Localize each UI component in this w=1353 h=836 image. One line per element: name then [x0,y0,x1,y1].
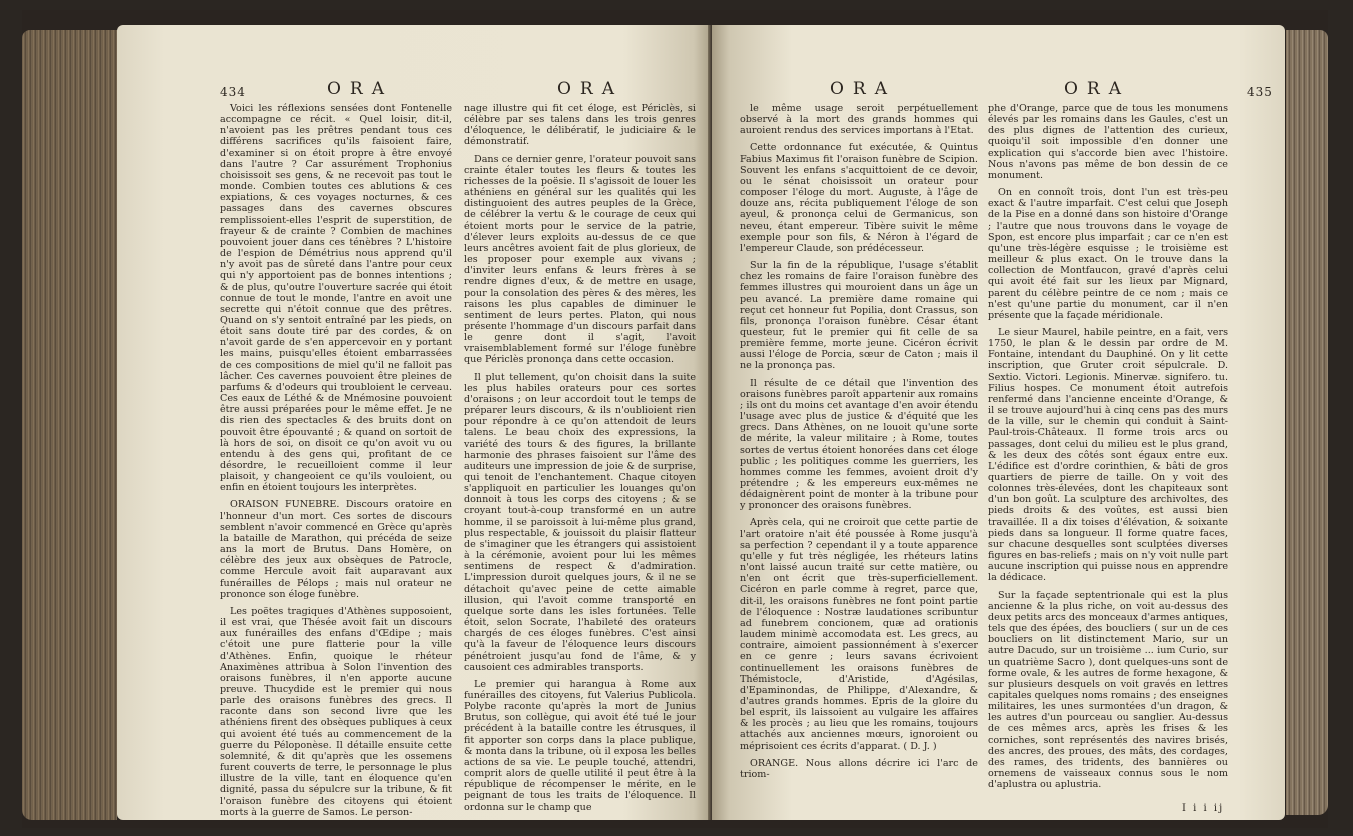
page-number-left: 434 [220,85,246,99]
book-spread [22,10,1328,828]
paragraph: nage illustre qui fit cet éloge, est Périclès, si célèbre par ses talens dans les trois genres d'éloquence, le délibératif, le judiciaire & le démonstratif. [464,103,696,148]
paragraph: Voici les réflexions sensées dont Fontenelle accompagne ce récit. « Quel loisir, dit-il, n'avoient pas les prêtres pendant tous ces différens sacrifices qu'ils faisoient faire, d'examiner si on étoit propre à être envoyé dans l'autre ? Car assurément Trophonius choisissoit ses gens, & ne recevoit pas tout le monde. Combien toutes ces ablutions & ces expiations, & ces voyages nocturnes, & ces passages dans des cavernes obscures remplissoient-elles l'esprit de superstition, de frayeur & de crainte ? Combien de machines pouvoient jouer dans ces ténèbres ? L'histoire de l'espion de Démétrius nous apprend qu'il n'y avoit pas de sûreté dans l'antre pour ceux qui n'y apportoient pas de bonnes intentions ; & de plus, qu'outre l'ouverture sacrée qui étoit connue de tout le monde, l'antre en avoit une secrette qui n'étoit connue que des prêtres. Quand on s'y sentoit entraîné par les pieds, on étoit sans doute tiré par des cordes, & on n'avoit garde de s'en appercevoir en y portant les mains, puisqu'elles étoient embarrassées de ces compositions de miel qu'il ne falloit pas lâcher. Ces cavernes pouvoient être pleines de parfums & d'odeurs qui troubloient le cerveau. Ces eaux de Léthé & de Mnémosine pouvoient être aussi préparées pour le même effet. Je ne dis rien des spectacles & des bruits dont on pouvoit être épouvanté ; & quand on sortoit de là hors de soi, on disoit ce qu'on avoit vu ou entendu à des gens qui, profitant de ce désordre, le recueilloient comme il leur plaisoit, y changeoient ce qu'ils vouloient, ou enfin en étoient toujours les interprètes. [220,103,452,494]
paragraph: Il plut tellement, qu'on choisit dans la suite les plus habiles orateurs pour ces sortes d'oraisons ; on leur accordoit tout le temps de préparer leurs discours, & ils n'oublioient rien pour répondre à ce qu'on attendoit de leurs talens. Le beau choix des expressions, la variété des tours & des figures, la brillante harmonie des phrases faisoient sur l'âme des auditeurs une impression de joie & de surprise, qui tenoit de l'enchantement. Chaque citoyen s'appliquoit en particulier les louanges qu'on donnoit à tous les corps des citoyens ; & se croyant tout-à-coup transformé en un autre homme, il se paroissoit à lui-même plus grand, plus respectable, & jouissoit du plaisir flatteur de s'imaginer que les étrangers qui assistoient à la cérémonie, avoient pour lui les mêmes sentimens de respect & d'admiration. L'impression duroit quelques jours, & il ne se détachoit qu'avec peine de cette aimable illusion, qui l'avoit comme transporté en quelque sorte dans les isles fortunées. Telle étoit, selon Socrate, l'habileté des orateurs chargés de ces éloges funèbres. C'est ainsi qu'à la faveur de l'éloquence leurs discours pénétroient jusqu'au fond de l'âme, & y causoient ces admirables transports. [464,371,696,673]
paragraph: phe d'Orange, parce que de tous les monumens élevés par les romains dans les Gaules, c'est un des plus dignes de l'attention des curieux, quoiqu'il soit impossible d'en donner une explication qui s'accorde bien avec l'histoire. Nous n'avons pas même de bon dessin de ce monument. [988,103,1228,181]
running-head-right-1: ORA [830,79,897,99]
paragraph: Le premier qui harangua à Rome aux funérailles des citoyens, fut Valerius Publicola. Polybe raconte qu'après la mort de Junius Brutus, son collègue, qui avoit été tué le jour précédent à la bataille contre les étrusques, il fit apporter son corps dans la place publique, & monta dans la tribune, où il exposa les belles actions de sa vie. Le peuple touché, attendri, comprit alors de quelle utilité il peut être à la république de récompenser le mérite, en le peignant de tous les traits de l'éloquence. Il ordonna sur le champ que [464,678,696,813]
left-page-edges [22,30,117,820]
right-column-2 [988,103,1228,796]
left-page [117,25,712,820]
paragraph: ORAISON FUNEBRE. Discours oratoire en l'honneur d'un mort. Ces sortes de discours semblent n'avoir commencé en Grèce qu'après la bataille de Marathon, qui précéda de seize ans la mort de Brutus. Dans Homère, on célèbre des jeux aux obsèques de Patrocle, comme Hercule avoit fait auparavant aux funérailles de Pélops ; mais nul orateur ne prononce son éloge funèbre. [220,499,452,600]
paragraph: Il résulte de ce détail que l'invention des oraisons funèbres paroît appartenir aux romains ; ils ont du moins cet avantage d'en avoir étendu l'usage avec plus de justice & d'équité que les grecs. Dans Athènes, on ne louoit qu'une sorte de mérite, la valeur militaire ; à Rome, toutes sortes de vertus étoient honorées dans cet éloge public ; les politiques comme les guerriers, les hommes comme les femmes, avoient droit d'y prétendre ; & les empereurs eux-mêmes ne dédaignèrent point de monter à la tribune pour y prononcer des oraisons funèbres. [740,377,978,512]
running-head-left-2: ORA [557,79,624,99]
signature-mark: I i i ij [1182,803,1225,814]
running-head-right-2: ORA [1064,79,1131,99]
paragraph: Cette ordonnance fut exécutée, & Quintus Fabius Maximus fit l'oraison funèbre de Scipion. Souvent les enfans s'acquittoient de ce devoir, ou le sénat choisissoit un orateur pour composer l'éloge du mort. Auguste, à l'âge de douze ans, récita publiquement l'éloge de son ayeul, & prononça celui de Germanicus, son neveu, étant empereur. Tibère suivit le même exemple pour son fils, & Néron à l'égard de l'empereur Claude, son prédécesseur. [740,142,978,254]
paragraph: Dans ce dernier genre, l'orateur pouvoit sans crainte étaler toutes les fleurs & toutes les richesses de la poësie. Il s'agissoit de louer les athéniens en général sur les qualités qui les distinguoient des autres peuples de la Grèce, de célébrer la vertu & le courage de ceux qui étoient morts pour le service de la patrie, d'élever leurs exploits au-dessus de ce que leurs ancêtres avoient fait de plus glorieux, de les proposer pour exemple aux vivans ; d'inviter leurs enfans & leurs frères à se rendre dignes d'eux, & de mettre en usage, pour la consolation des pères & des mères, les raisons les plus capables de diminuer le sentiment de leurs pertes. Platon, qui nous présente l'hommage d'un discours parfait dans le genre dont il s'agit, l'avoit vraisemblablement formé sur l'éloge funèbre que Périclès prononça dans cette occasion. [464,153,696,366]
right-page-edges [1286,30,1328,815]
paragraph: le même usage seroit perpétuellement observé à la mort des grands hommes qui auroient rendus des services importans à l'Etat. [740,103,978,137]
left-column-2 [464,103,696,819]
paragraph: Sur la façade septentrionale qui est la plus ancienne & la plus riche, on voit au-dessus des deux petits arcs des monceaux d'armes antiques, tels que des épées, des boucliers ( sur un de ces boucliers on lit distinctement Mario, sur un autre Dacudo, sur un troisième ... ium Curio, sur un quatrième Sacro ), dont quelques-uns sont de forme ovale, & les autres de forme hexagone, & sur plusieurs desquels on voit gravés en lettres capitales quelques noms romains ; des enseignes militaires, les unes surmontées d'un dragon, & les autres d'un pourceau ou sanglier. Au-dessus de ces mêmes arcs, après les frises & les corniches, sont représentés des navires brisés, des ancres, des proues, des mâts, des cordages, des rames, des tridents, des bannières ou ornemens de vaisseaux connus sous le nom d'aplustra ou aplustria. [988,589,1228,791]
right-column-1 [740,103,978,786]
running-head-left-1: ORA [327,79,394,99]
page-number-right: 435 [1247,85,1273,99]
paragraph: On en connoît trois, dont l'un est très-peu exact & l'autre imparfait. C'est celui que Joseph de la Pise en a donné dans son histoire d'Orange ; l'autre que nous trouvons dans le voyage de Spon, est encore plus imparfait ; car ce n'en est qu'une très-légère esquisse ; le troisième est meilleur & plus exact. On le trouve dans la collection de Montfaucon, gravé d'après celui qui avoit été fait sur les lieux par Mignard, parent du célèbre peintre de ce nom ; mais ce n'est qu'une partie du monument, car il n'en présente que la façade méridionale. [988,187,1228,321]
right-page [712,25,1285,820]
left-column-1 [220,103,452,820]
paragraph: ORANGE. Nous allons décrire ici l'arc de triom- [740,757,978,780]
paragraph: Après cela, qui ne croiroit que cette partie de l'art oratoire n'ait été poussée à Rome jusqu'à sa perfection ? cependant il y a toute apparence qu'elle y fut très négligée, les rhéteurs latins n'ont laissé aucun traité sur cette matière, ou n'en ont écrit que très-superficiellement. Cicéron en parle comme à regret, parce que, dit-il, les oraisons funèbres ne font point partie de l'éloquence : Nostræ laudationes scribuntur ad funebrem concionem, quæ ad orationis laudem minimè accomodata est. Les grecs, au contraire, aimoient passionnément à s'exercer en ce genre ; leurs savans écrivoient continuellement les oraisons funèbres de Thémistocle, d'Aristide, d'Agésilas, d'Epaminondas, de Philippe, d'Alexandre, & d'autres grands hommes. Epris de la gloire du bel esprit, ils laissoient au vulgaire les affaires & les procès ; au lieu que les romains, toujours attachés aux anciennes mœurs, ignoroient ou méprisoient ces écrits d'apparat. ( D. J. ) [740,517,978,752]
paragraph: Sur la fin de la république, l'usage s'établit chez les romains de faire l'oraison funèbre des femmes illustres qui mouroient dans un âge un peu avancé. La première dame romaine qui reçut cet honneur fut Popilia, dont Crassus, son fils, prononça l'oraison funèbre. César étant questeur, fut le premier qui fit celle de sa première femme, morte jeune. Cicéron écrivit aussi l'éloge de Porcia, sœur de Caton ; mais il ne la prononça pas. [740,260,978,372]
paragraph: Les poëtes tragiques d'Athènes supposoient, il est vrai, que Thésée avoit fait un discours aux funérailles des enfans d'Œdipe ; mais c'étoit une pure flatterie pour la ville d'Athènes. Enfin, quoique le rhéteur Anaximènes attribua à Solon l'invention des oraisons funèbres, il n'en apporte aucune preuve. Thucydide est le premier qui nous parle des oraisons funèbres des grecs. Il raconte dans son second livre que les athéniens firent des obsèques publiques à ceux qui avoient été tués au commencement de la guerre du Péloponèse. Il détaille ensuite cette solemnité, & dit qu'après que les ossemens furent couverts de terre, le personnage le plus illustre de la ville, tant en éloquence qu'en dignité, passa du sépulcre sur la tribune, & fit l'oraison funèbre des citoyens qui étoient morts à la guerre de Samos. Le person- [220,605,452,818]
paragraph: Le sieur Maurel, habile peintre, en a fait, vers 1750, le plan & le dessin par ordre de M. Fontaine, intendant du Dauphiné. On y lit cette inscription, que Gruter croit sépulcrale. D. Sextio. Victori. Legionis. Minervæ. signifero. tu. Filius hospes. Ce monument étoit autrefois renfermé dans l'ancienne enceinte d'Orange, & il se trouve aujourd'hui à cinq cens pas des murs de la ville, sur le chemin qui conduit à Saint-Paul-trois-Châteaux. Il forme trois arcs ou passages, dont celui du milieu est le plus grand, & les deux des côtés sont égaux entre eux. L'édifice est d'ordre corinthien, & bâti de gros quartiers de pierre de taille. On y voit des colonnes très-élevées, dont les chapiteaux sont d'un bon goût. La sculpture des archivoltes, des pieds droits & des voûtes, est aussi bien travaillée. Il a dix toises d'élévation, & soixante pieds dans sa longueur. Il forme quatre faces, sur chacune desquelles sont sculptées diverses figures en bas-reliefs ; mais on n'y voit nulle part aucune inscription qui puisse nous en apprendre la dédicace. [988,326,1228,584]
